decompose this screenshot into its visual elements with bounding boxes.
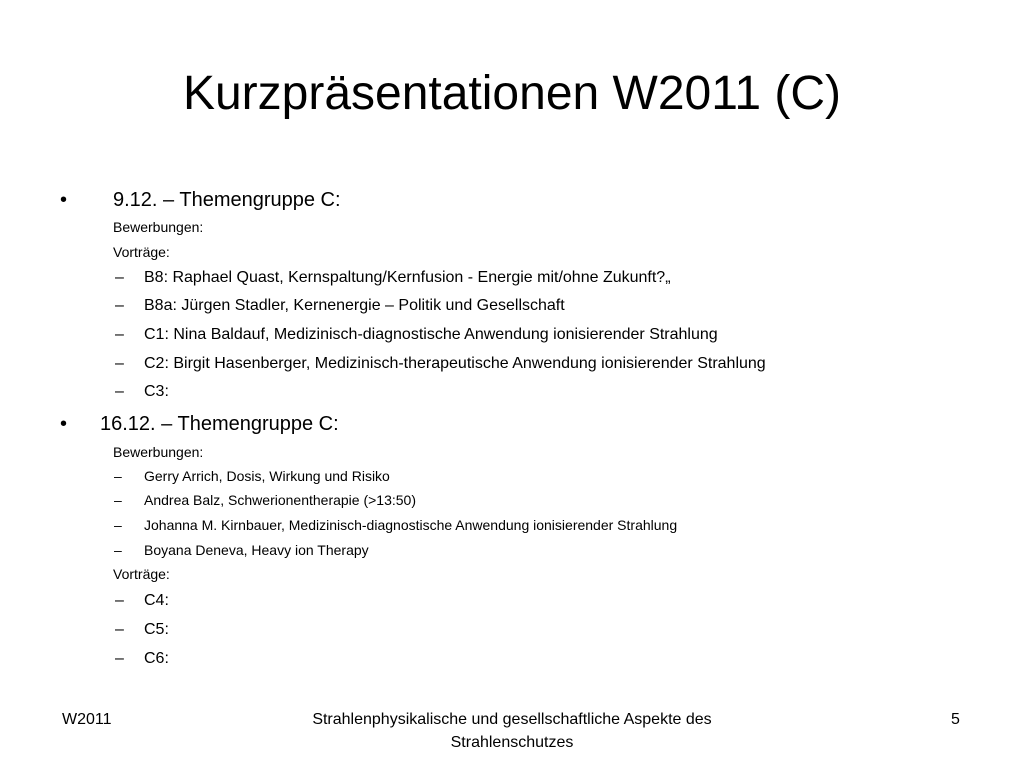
list-item: C4: <box>144 592 169 609</box>
list-item: Boyana Deneva, Heavy ion Therapy <box>144 542 369 558</box>
dash-icon: – <box>114 517 122 533</box>
dash-icon: – <box>115 269 124 286</box>
bewerbungen-label: Bewerbungen: <box>113 444 204 460</box>
list-item: B8: Raphael Quast, Kernspaltung/Kernfusion - Energie mit/ohne Zukunft?„ <box>144 269 671 286</box>
page-number: 5 <box>951 711 960 728</box>
list-item: Johanna M. Kirnbauer, Medizinisch-diagnostische Anwendung ionisierender Strahlung <box>144 517 678 533</box>
dash-icon: – <box>115 297 124 314</box>
footer-left: W2011 <box>62 711 112 728</box>
dash-icon: – <box>115 592 124 609</box>
list-item: C3: <box>144 383 169 400</box>
bewerbungen-label: Bewerbungen: <box>113 219 204 235</box>
dash-icon: – <box>115 621 124 638</box>
list-item: C1: Nina Baldauf, Medizinisch-diagnostische Anwendung ionisierender Strahlung <box>144 326 718 343</box>
group-heading: 9.12. – Themengruppe C: <box>113 189 341 211</box>
bullet-icon: • <box>60 189 68 211</box>
list-item: C6: <box>144 650 169 667</box>
dash-icon: – <box>115 326 124 343</box>
list-item: Andrea Balz, Schwerionentherapie (>13:50) <box>144 492 417 508</box>
list-item: Gerry Arrich, Dosis, Wirkung und Risiko <box>144 468 390 484</box>
dash-icon: – <box>115 355 124 372</box>
list-item: B8a: Jürgen Stadler, Kernenergie – Politik und Gesellschaft <box>144 297 565 314</box>
group-heading: 16.12. – Themengruppe C: <box>100 413 339 435</box>
dash-icon: – <box>114 542 122 558</box>
footer-title: Strahlenphysikalische und gesellschaftliche Aspekte des Strahlenschutzes <box>312 711 712 751</box>
bullet-icon: • <box>60 413 68 435</box>
dash-icon: – <box>114 468 122 484</box>
dash-icon: – <box>115 383 124 400</box>
dash-icon: – <box>114 492 122 508</box>
vortraege-label: Vorträge: <box>113 566 170 582</box>
slide-title: Kurzpräsentationen W2011 (C) <box>182 67 842 120</box>
list-item: C5: <box>144 621 169 638</box>
vortraege-label: Vorträge: <box>113 244 170 260</box>
list-item: C2: Birgit Hasenberger, Medizinisch-therapeutische Anwendung ionisierender Strahlung <box>144 355 766 372</box>
dash-icon: – <box>115 650 124 667</box>
